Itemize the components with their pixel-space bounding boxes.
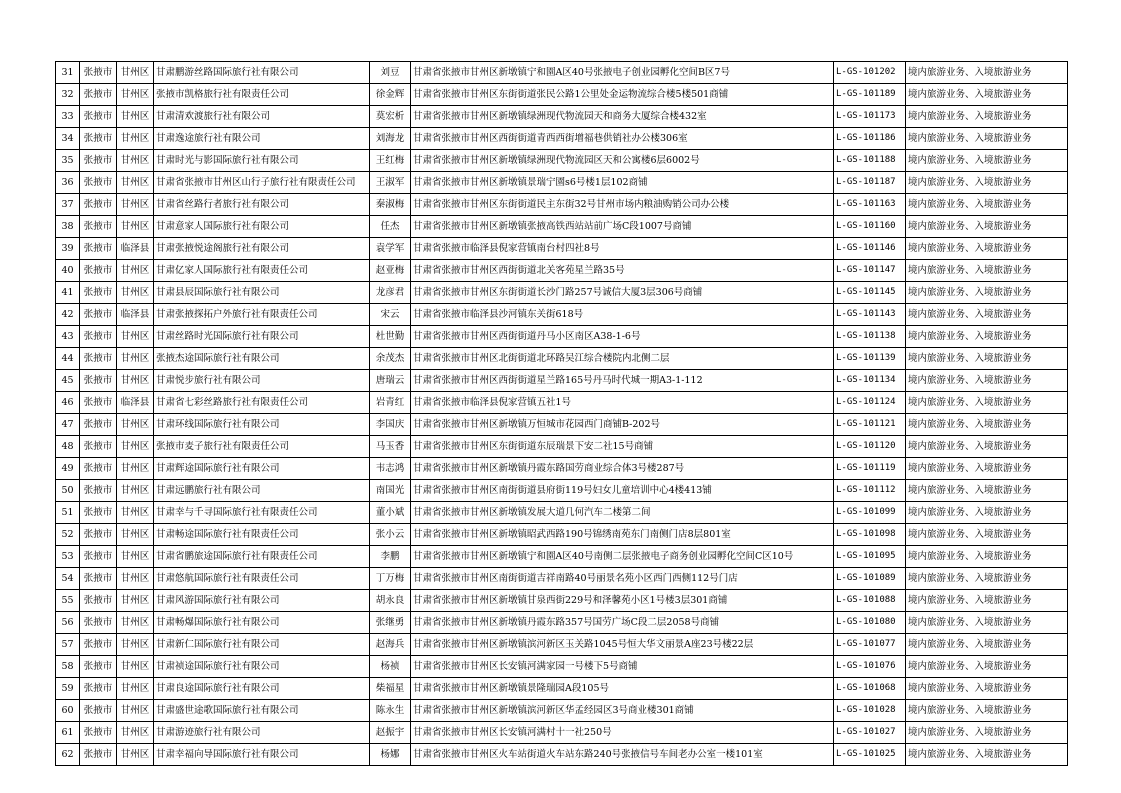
city-cell: 张掖市: [80, 414, 117, 436]
agency-name-cell: 甘肃风游国际旅行社有限公司: [154, 590, 370, 612]
legal-person-cell: 张小云: [370, 524, 411, 546]
business-scope-cell: 境内旅游业务、入境旅游业务: [906, 546, 1068, 568]
city-cell: 张掖市: [80, 106, 117, 128]
address-cell: 甘肃省张掖市甘州区东街街道民主东街32号甘州市场内粮油购销公司办公楼: [411, 194, 834, 216]
row-number: 60: [56, 700, 80, 722]
city-cell: 张掖市: [80, 546, 117, 568]
legal-person-cell: 龙彦君: [370, 282, 411, 304]
legal-person-cell: 赵振宇: [370, 722, 411, 744]
legal-person-cell: 陈永生: [370, 700, 411, 722]
table-row: [56, 216, 1068, 238]
address-cell: 甘肃省张掖市临泽县倪家营镇五社1号: [411, 392, 834, 414]
business-scope-cell: 境内旅游业务、入境旅游业务: [906, 238, 1068, 260]
license-number-cell: L-GS-101139: [834, 348, 906, 370]
legal-person-cell: 秦淑梅: [370, 194, 411, 216]
license-number-cell: L-GS-101027: [834, 722, 906, 744]
district-cell: 甘州区: [117, 524, 154, 546]
table-row: [56, 612, 1068, 634]
city-cell: 张掖市: [80, 326, 117, 348]
legal-person-cell: 王红梅: [370, 150, 411, 172]
business-scope-cell: 境内旅游业务、入境旅游业务: [906, 216, 1068, 238]
address-cell: 甘肃省张掖市甘州区西街街道丹马小区南区A38-1-6号: [411, 326, 834, 348]
license-number-cell: L-GS-101080: [834, 612, 906, 634]
city-cell: 张掖市: [80, 436, 117, 458]
agency-name-cell: 甘肃时光与影国际旅行社有限公司: [154, 150, 370, 172]
row-number: 56: [56, 612, 80, 634]
legal-person-cell: 唐瑞云: [370, 370, 411, 392]
business-scope-cell: 境内旅游业务、入境旅游业务: [906, 678, 1068, 700]
table-row: [56, 546, 1068, 568]
legal-person-cell: 张继勇: [370, 612, 411, 634]
table-row: [56, 238, 1068, 260]
district-cell: 甘州区: [117, 414, 154, 436]
business-scope-cell: 境内旅游业务、入境旅游业务: [906, 502, 1068, 524]
business-scope-cell: 境内旅游业务、入境旅游业务: [906, 480, 1068, 502]
city-cell: 张掖市: [80, 392, 117, 414]
license-number-cell: L-GS-101202: [834, 62, 906, 84]
table-row: [56, 458, 1068, 480]
agency-name-cell: 甘肃良途国际旅行社有限公司: [154, 678, 370, 700]
business-scope-cell: 境内旅游业务、入境旅游业务: [906, 370, 1068, 392]
license-number-cell: L-GS-101138: [834, 326, 906, 348]
city-cell: 张掖市: [80, 700, 117, 722]
agency-name-cell: 甘肃畅爆国际旅行社有限公司: [154, 612, 370, 634]
city-cell: 张掖市: [80, 634, 117, 656]
address-cell: 甘肃省张掖市甘州区西街街道北关客苑星兰路35号: [411, 260, 834, 282]
address-cell: 甘肃省张掖市甘州区西街街道星兰路165号丹马时代城一期A3-1-112: [411, 370, 834, 392]
legal-person-cell: 柴福星: [370, 678, 411, 700]
business-scope-cell: 境内旅游业务、入境旅游业务: [906, 700, 1068, 722]
agency-name-cell: 甘肃亿家人国际旅行社有限责任公司: [154, 260, 370, 282]
table-row: [56, 414, 1068, 436]
address-cell: 甘肃省张掖市甘州区新墩镇丹霞东路国劳商业综合体3号楼287号: [411, 458, 834, 480]
district-cell: 甘州区: [117, 436, 154, 458]
table-row: [56, 304, 1068, 326]
agency-name-cell: 甘肃新仁国际旅行社有限公司: [154, 634, 370, 656]
row-number: 34: [56, 128, 80, 150]
business-scope-cell: 境内旅游业务、入境旅游业务: [906, 282, 1068, 304]
district-cell: 临泽县: [117, 392, 154, 414]
table-row: [56, 260, 1068, 282]
district-cell: 甘州区: [117, 172, 154, 194]
license-number-cell: L-GS-101145: [834, 282, 906, 304]
district-cell: 甘州区: [117, 326, 154, 348]
legal-person-cell: 宋云: [370, 304, 411, 326]
city-cell: 张掖市: [80, 524, 117, 546]
business-scope-cell: 境内旅游业务、入境旅游业务: [906, 458, 1068, 480]
city-cell: 张掖市: [80, 502, 117, 524]
table-row: [56, 348, 1068, 370]
license-number-cell: L-GS-101089: [834, 568, 906, 590]
address-cell: 甘肃省张掖市甘州区新墩镇丹霞东路357号国劳广场C段二层2058号商铺: [411, 612, 834, 634]
address-cell: 甘肃省张掖市甘州区北街街道北环路吴江综合楼院内北侧二层: [411, 348, 834, 370]
row-number: 48: [56, 436, 80, 458]
city-cell: 张掖市: [80, 62, 117, 84]
city-cell: 张掖市: [80, 480, 117, 502]
district-cell: 甘州区: [117, 216, 154, 238]
row-number: 36: [56, 172, 80, 194]
business-scope-cell: 境内旅游业务、入境旅游业务: [906, 150, 1068, 172]
district-cell: 甘州区: [117, 458, 154, 480]
row-number: 53: [56, 546, 80, 568]
district-cell: 甘州区: [117, 128, 154, 150]
agency-name-cell: 张掖市凯格旅行社有限责任公司: [154, 84, 370, 106]
city-cell: 张掖市: [80, 656, 117, 678]
agency-name-cell: 甘肃远鹏旅行社有限公司: [154, 480, 370, 502]
table-row: [56, 590, 1068, 612]
legal-person-cell: 南国光: [370, 480, 411, 502]
table-row: [56, 568, 1068, 590]
license-number-cell: L-GS-101098: [834, 524, 906, 546]
legal-person-cell: 赵海兵: [370, 634, 411, 656]
district-cell: 甘州区: [117, 568, 154, 590]
district-cell: 甘州区: [117, 194, 154, 216]
legal-person-cell: 王淑军: [370, 172, 411, 194]
license-number-cell: L-GS-101068: [834, 678, 906, 700]
district-cell: 甘州区: [117, 84, 154, 106]
business-scope-cell: 境内旅游业务、入境旅游业务: [906, 106, 1068, 128]
agency-name-cell: 甘肃逸途旅行社有限公司: [154, 128, 370, 150]
business-scope-cell: 境内旅游业务、入境旅游业务: [906, 414, 1068, 436]
address-cell: 甘肃省张掖市甘州区新墩镇发展大道几何汽车二楼第二间: [411, 502, 834, 524]
district-cell: 甘州区: [117, 62, 154, 84]
legal-person-cell: 杨娜: [370, 744, 411, 766]
table-row: [56, 392, 1068, 414]
district-cell: 甘州区: [117, 678, 154, 700]
row-number: 32: [56, 84, 80, 106]
table-row: [56, 106, 1068, 128]
license-number-cell: L-GS-101119: [834, 458, 906, 480]
address-cell: 甘肃省张掖市甘州区火车站街道火车站东路240号张掖信号车间老办公室一楼101室: [411, 744, 834, 766]
table-row: [56, 524, 1068, 546]
agency-name-cell: 甘肃省张掖市甘州区山行子旅行社有限责任公司: [154, 172, 370, 194]
address-cell: 甘肃省张掖市甘州区新墩镇绿洲现代物流园天和商务大厦综合楼432室: [411, 106, 834, 128]
city-cell: 张掖市: [80, 458, 117, 480]
table-row: [56, 634, 1068, 656]
city-cell: 张掖市: [80, 282, 117, 304]
city-cell: 张掖市: [80, 612, 117, 634]
address-cell: 甘肃省张掖市甘州区长安镇河满村十一社250号: [411, 722, 834, 744]
row-number: 41: [56, 282, 80, 304]
address-cell: 甘肃省张掖市临泽县倪家营镇南台村四社8号: [411, 238, 834, 260]
license-number-cell: L-GS-101143: [834, 304, 906, 326]
legal-person-cell: 丁万梅: [370, 568, 411, 590]
license-number-cell: L-GS-101088: [834, 590, 906, 612]
address-cell: 甘肃省张掖市甘州区新墩镇宁和園A区40号张掖电子创业园孵化空间B区7号: [411, 62, 834, 84]
agency-name-cell: 甘肃幸与千寻国际旅行社有限责任公司: [154, 502, 370, 524]
business-scope-cell: 境内旅游业务、入境旅游业务: [906, 172, 1068, 194]
district-cell: 甘州区: [117, 150, 154, 172]
city-cell: 张掖市: [80, 348, 117, 370]
address-cell: 甘肃省张掖市甘州区新墩镇甘泉西街229号和泽馨苑小区1号楼3层301商铺: [411, 590, 834, 612]
license-number-cell: L-GS-101186: [834, 128, 906, 150]
address-cell: 甘肃省张掖市甘州区东街街道东辰瑞景下安二社15号商铺: [411, 436, 834, 458]
agency-name-cell: 甘肃丝路时光国际旅行社有限公司: [154, 326, 370, 348]
business-scope-cell: 境内旅游业务、入境旅游业务: [906, 326, 1068, 348]
row-number: 62: [56, 744, 80, 766]
business-scope-cell: 境内旅游业务、入境旅游业务: [906, 524, 1068, 546]
license-number-cell: L-GS-101112: [834, 480, 906, 502]
address-cell: 甘肃省张掖市甘州区南街街道县府街119号妇女儿童培训中心4楼413铺: [411, 480, 834, 502]
business-scope-cell: 境内旅游业务、入境旅游业务: [906, 634, 1068, 656]
city-cell: 张掖市: [80, 150, 117, 172]
license-number-cell: L-GS-101028: [834, 700, 906, 722]
table-row: [56, 480, 1068, 502]
license-number-cell: L-GS-101099: [834, 502, 906, 524]
city-cell: 张掖市: [80, 128, 117, 150]
legal-person-cell: 岩青红: [370, 392, 411, 414]
agency-name-cell: 张掖市麦子旅行社有限责任公司: [154, 436, 370, 458]
license-number-cell: L-GS-101124: [834, 392, 906, 414]
address-cell: 甘肃省张掖市甘州区新墩镇绿洲现代物流园区天和公寓楼6层6002号: [411, 150, 834, 172]
business-scope-cell: 境内旅游业务、入境旅游业务: [906, 348, 1068, 370]
row-number: 39: [56, 238, 80, 260]
legal-person-cell: 胡永良: [370, 590, 411, 612]
agency-name-cell: 甘肃畅途国际旅行社有限责任公司: [154, 524, 370, 546]
legal-person-cell: 杜世勤: [370, 326, 411, 348]
city-cell: 张掖市: [80, 370, 117, 392]
agency-name-cell: 甘肃游迹旅行社有限公司: [154, 722, 370, 744]
row-number: 52: [56, 524, 80, 546]
legal-person-cell: 马玉香: [370, 436, 411, 458]
address-cell: 甘肃省张掖市甘州区新墩镇宁和園A区40号南侧二层张掖电子商务创业园孵化空间C区10号: [411, 546, 834, 568]
row-number: 59: [56, 678, 80, 700]
district-cell: 甘州区: [117, 744, 154, 766]
district-cell: 甘州区: [117, 502, 154, 524]
address-cell: 甘肃省张掖市临泽县沙河镇东关街618号: [411, 304, 834, 326]
business-scope-cell: 境内旅游业务、入境旅游业务: [906, 656, 1068, 678]
license-number-cell: L-GS-101188: [834, 150, 906, 172]
license-number-cell: L-GS-101076: [834, 656, 906, 678]
business-scope-cell: 境内旅游业务、入境旅游业务: [906, 568, 1068, 590]
address-cell: 甘肃省张掖市甘州区西街街道青西西街增福巷供销社办公楼306室: [411, 128, 834, 150]
district-cell: 甘州区: [117, 480, 154, 502]
business-scope-cell: 境内旅游业务、入境旅游业务: [906, 590, 1068, 612]
city-cell: 张掖市: [80, 216, 117, 238]
agency-name-cell: 甘肃盛世途歌国际旅行社有限公司: [154, 700, 370, 722]
legal-person-cell: 董小斌: [370, 502, 411, 524]
row-number: 37: [56, 194, 80, 216]
legal-person-cell: 莫宏析: [370, 106, 411, 128]
table-row: [56, 722, 1068, 744]
address-cell: 甘肃省张掖市甘州区东街街道长沙门路257号诚信大厦3层306号商铺: [411, 282, 834, 304]
business-scope-cell: 境内旅游业务、入境旅游业务: [906, 722, 1068, 744]
business-scope-cell: 境内旅游业务、入境旅游业务: [906, 194, 1068, 216]
license-number-cell: L-GS-101187: [834, 172, 906, 194]
district-cell: 甘州区: [117, 106, 154, 128]
agency-name-cell: 甘肃悦步旅行社有限公司: [154, 370, 370, 392]
license-number-cell: L-GS-101146: [834, 238, 906, 260]
row-number: 44: [56, 348, 80, 370]
district-cell: 甘州区: [117, 590, 154, 612]
row-number: 43: [56, 326, 80, 348]
city-cell: 张掖市: [80, 194, 117, 216]
address-cell: 甘肃省张掖市甘州区新墩镇景瑞宁園s6号楼1层102商铺: [411, 172, 834, 194]
city-cell: 张掖市: [80, 260, 117, 282]
agency-name-cell: 甘肃祯途国际旅行社有限公司: [154, 656, 370, 678]
district-cell: 甘州区: [117, 722, 154, 744]
row-number: 45: [56, 370, 80, 392]
district-cell: 甘州区: [117, 612, 154, 634]
license-number-cell: L-GS-101134: [834, 370, 906, 392]
district-cell: 甘州区: [117, 700, 154, 722]
address-cell: 甘肃省张掖市甘州区新墩镇昭武西路190号锦绣南苑东门南侧门店8层801室: [411, 524, 834, 546]
address-cell: 甘肃省张掖市甘州区新墩镇景隆瑞园A段105号: [411, 678, 834, 700]
city-cell: 张掖市: [80, 238, 117, 260]
license-number-cell: L-GS-101077: [834, 634, 906, 656]
city-cell: 张掖市: [80, 304, 117, 326]
license-number-cell: L-GS-101189: [834, 84, 906, 106]
business-scope-cell: 境内旅游业务、入境旅游业务: [906, 304, 1068, 326]
business-scope-cell: 境内旅游业务、入境旅游业务: [906, 392, 1068, 414]
legal-person-cell: 李国庆: [370, 414, 411, 436]
city-cell: 张掖市: [80, 172, 117, 194]
legal-person-cell: 韦志鸿: [370, 458, 411, 480]
table-row: [56, 370, 1068, 392]
table-row: [56, 678, 1068, 700]
table-row: [56, 172, 1068, 194]
row-number: 42: [56, 304, 80, 326]
table-row: [56, 282, 1068, 304]
row-number: 54: [56, 568, 80, 590]
table-row: [56, 62, 1068, 84]
legal-person-cell: 李鹏: [370, 546, 411, 568]
agency-name-cell: 甘肃省丝路行者旅行社有限公司: [154, 194, 370, 216]
agency-name-cell: 甘肃张掖探拓户外旅行社有限责任公司: [154, 304, 370, 326]
agency-name-cell: 甘肃鹏游丝路国际旅行社有限公司: [154, 62, 370, 84]
legal-person-cell: 余茂杰: [370, 348, 411, 370]
table-row: [56, 502, 1068, 524]
district-cell: 甘州区: [117, 282, 154, 304]
city-cell: 张掖市: [80, 590, 117, 612]
license-number-cell: L-GS-101025: [834, 744, 906, 766]
city-cell: 张掖市: [80, 84, 117, 106]
table-row: [56, 194, 1068, 216]
address-cell: 甘肃省张掖市甘州区新墩镇张掖高铁西站站前广场C段1007号商铺: [411, 216, 834, 238]
legal-person-cell: 刘豆: [370, 62, 411, 84]
district-cell: 甘州区: [117, 260, 154, 282]
district-cell: 甘州区: [117, 348, 154, 370]
license-number-cell: L-GS-101160: [834, 216, 906, 238]
city-cell: 张掖市: [80, 744, 117, 766]
row-number: 50: [56, 480, 80, 502]
agency-name-cell: 甘肃省七彩丝路旅行社有限责任公司: [154, 392, 370, 414]
business-scope-cell: 境内旅游业务、入境旅游业务: [906, 62, 1068, 84]
row-number: 40: [56, 260, 80, 282]
row-number: 38: [56, 216, 80, 238]
table-row: [56, 84, 1068, 106]
table-row: [56, 656, 1068, 678]
legal-person-cell: 刘海龙: [370, 128, 411, 150]
address-cell: 甘肃省张掖市甘州区南街街道吉祥南路40号丽景名苑小区西门西侧112号门店: [411, 568, 834, 590]
city-cell: 张掖市: [80, 722, 117, 744]
row-number: 33: [56, 106, 80, 128]
agency-name-cell: 张掖杰途国际旅行社有限公司: [154, 348, 370, 370]
business-scope-cell: 境内旅游业务、入境旅游业务: [906, 260, 1068, 282]
district-cell: 甘州区: [117, 656, 154, 678]
row-number: 61: [56, 722, 80, 744]
agency-name-cell: 甘肃幸福向导国际旅行社有限公司: [154, 744, 370, 766]
city-cell: 张掖市: [80, 568, 117, 590]
legal-person-cell: 杨祯: [370, 656, 411, 678]
city-cell: 张掖市: [80, 678, 117, 700]
license-number-cell: L-GS-101147: [834, 260, 906, 282]
agency-name-cell: 甘肃县辰国际旅行社有限公司: [154, 282, 370, 304]
agency-table: [55, 61, 1068, 766]
agency-name-cell: 甘肃张掖悦途阁旅行社有限公司: [154, 238, 370, 260]
table-row: [56, 744, 1068, 766]
row-number: 31: [56, 62, 80, 84]
agency-name-cell: 甘肃辉途国际旅行社有限公司: [154, 458, 370, 480]
address-cell: 甘肃省张掖市甘州区东街街道张民公路1公里处金运物流综合楼5楼501商铺: [411, 84, 834, 106]
table-row: [56, 128, 1068, 150]
district-cell: 临泽县: [117, 304, 154, 326]
row-number: 46: [56, 392, 80, 414]
district-cell: 甘州区: [117, 370, 154, 392]
business-scope-cell: 境内旅游业务、入境旅游业务: [906, 744, 1068, 766]
business-scope-cell: 境内旅游业务、入境旅游业务: [906, 128, 1068, 150]
business-scope-cell: 境内旅游业务、入境旅游业务: [906, 84, 1068, 106]
district-cell: 临泽县: [117, 238, 154, 260]
district-cell: 甘州区: [117, 546, 154, 568]
license-number-cell: L-GS-101173: [834, 106, 906, 128]
legal-person-cell: 任杰: [370, 216, 411, 238]
business-scope-cell: 境内旅游业务、入境旅游业务: [906, 436, 1068, 458]
district-cell: 甘州区: [117, 634, 154, 656]
address-cell: 甘肃省张掖市甘州区新墩镇万恒城市花园西门商铺B-202号: [411, 414, 834, 436]
license-number-cell: L-GS-101121: [834, 414, 906, 436]
row-number: 51: [56, 502, 80, 524]
row-number: 49: [56, 458, 80, 480]
agency-name-cell: 甘肃环线国际旅行社有限公司: [154, 414, 370, 436]
address-cell: 甘肃省张掖市甘州区长安镇河满家园一号楼下5号商铺: [411, 656, 834, 678]
license-number-cell: L-GS-101120: [834, 436, 906, 458]
row-number: 55: [56, 590, 80, 612]
table-row: [56, 436, 1068, 458]
table-row: [56, 326, 1068, 348]
row-number: 47: [56, 414, 80, 436]
address-cell: 甘肃省张掖市甘州区新墩镇滨河新区华孟经园区3号商业楼301商铺: [411, 700, 834, 722]
legal-person-cell: 袁学军: [370, 238, 411, 260]
business-scope-cell: 境内旅游业务、入境旅游业务: [906, 612, 1068, 634]
agency-name-cell: 甘肃清欢渡旅行社有限公司: [154, 106, 370, 128]
agency-name-cell: 甘肃省鹏旅途国际旅行社有限责任公司: [154, 546, 370, 568]
row-number: 57: [56, 634, 80, 656]
address-cell: 甘肃省张掖市甘州区新墩镇滨河新区玉关路1045号恒大华文丽景A座23号楼22层: [411, 634, 834, 656]
legal-person-cell: 徐金辉: [370, 84, 411, 106]
row-number: 35: [56, 150, 80, 172]
license-number-cell: L-GS-101163: [834, 194, 906, 216]
license-number-cell: L-GS-101095: [834, 546, 906, 568]
agency-name-cell: 甘肃意家人国际旅行社有限公司: [154, 216, 370, 238]
table-row: [56, 700, 1068, 722]
agency-name-cell: 甘肃悠航国际旅行社有限责任公司: [154, 568, 370, 590]
row-number: 58: [56, 656, 80, 678]
legal-person-cell: 赵亚梅: [370, 260, 411, 282]
table-row: [56, 150, 1068, 172]
